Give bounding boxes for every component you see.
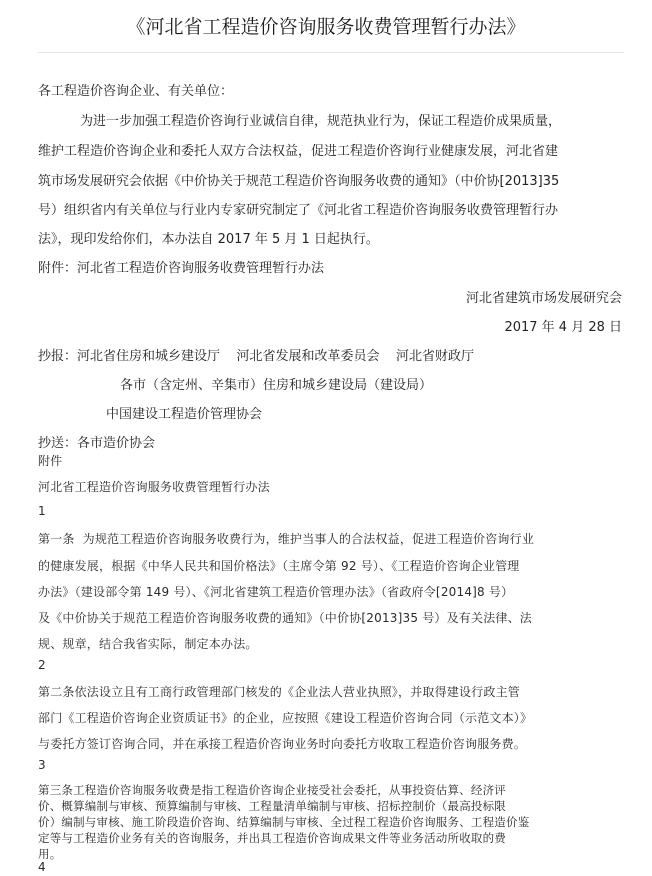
notice-body-line: 为进一步加强工程造价咨询行业诚信自律，规范执业行为，保证工程造价成果质量， bbox=[80, 114, 562, 129]
notice-body-line: 号）组织省内有关单位与行业内专家研究制定了《河北省工程造价咨询服务收费管理暂行办 bbox=[38, 203, 559, 218]
notice-body-line: 法》，现印发给你们，本办法自 2017 年 5 月 1 日起执行。 bbox=[38, 232, 379, 247]
article-line: 部门《工程造价咨询企业资质证书》的企业，应按照《建设工程造价咨询合同（示范文本）》 bbox=[38, 711, 533, 725]
notice-body-line: 维护工程造价咨询企业和委托人双方合法权益，促进工程造价咨询行业健康发展，河北省建 bbox=[38, 144, 559, 159]
article-line: 与委托方签订咨询合同，并在承接工程造价咨询业务时向委托方收取工程造价咨询服务费。 bbox=[38, 737, 527, 751]
page-title: 《河北省工程造价咨询服务收费管理暂行办法》 bbox=[126, 16, 526, 38]
article-line: 的健康发展，根据《中华人民共和国价格法》（主席令第 92 号）、《工程造价咨询企业管理 bbox=[38, 559, 520, 573]
article-line: 第二条依法设立且有工商行政管理部门核发的《企业法人营业执照》，并取得建设行政主管 bbox=[38, 685, 521, 699]
article-line: 价）编制与审核、施工阶段造价咨询、结算编制与审核、全过程工程造价咨询服务、工程造价鉴 bbox=[38, 815, 530, 829]
notice-body-line: 筑市场发展研究会依据《中价协关于规范工程造价咨询服务收费的通知》（中价协[2013]35 bbox=[38, 174, 560, 189]
section-number: 3 bbox=[38, 758, 46, 772]
section-number: 4 bbox=[38, 860, 46, 874]
article-line: 规、规章，结合我省实际，制定本办法。 bbox=[38, 637, 258, 651]
article-line: 第三条工程造价咨询服务收费是指工程造价咨询企业接受社会委托，从事投资估算、经济评 bbox=[38, 783, 506, 797]
section-number: 2 bbox=[38, 658, 46, 672]
issuer: 河北省建筑市场发展研究会 bbox=[465, 291, 622, 306]
article-line: 及《中价协关于规范工程造价咨询服务收费的通知》（中价协[2013]35 号）及有关法律、法 bbox=[38, 611, 532, 625]
title-divider bbox=[38, 52, 624, 53]
attachment-label: 附件 bbox=[38, 454, 63, 468]
article-line: 第一条 为规范工程造价咨询服务收费行为，维护当事人的合法权益，促进工程造价咨询行业 bbox=[38, 532, 535, 546]
attachment-title: 河北省工程造价咨询服务收费管理暂行办法 bbox=[38, 480, 270, 494]
article-line: 价、概算编制与审核、预算编制与审核、工程量清单编制与审核、招标控制价（最高投标限 bbox=[38, 799, 506, 813]
article-line: 用。 bbox=[38, 847, 62, 861]
cc-report-line: 抄报：河北省住房和城乡建设厅 河北省发展和改革委员会 河北省财政厅 bbox=[38, 349, 475, 364]
cc-report-line: 各市（含定州、辛集市）住房和城乡建设局（建设局） bbox=[120, 378, 433, 393]
section-number: 1 bbox=[38, 504, 46, 518]
cc-send-line: 抄送：各市造价协会 bbox=[38, 436, 156, 451]
article-line: 定等与工程造价业务有关的咨询服务，并出具工程造价咨询成果文件等业务活动所收取的费 bbox=[38, 831, 506, 845]
cc-report-line: 中国建设工程造价管理协会 bbox=[106, 407, 263, 422]
addressee: 各工程造价咨询企业、有关单位： bbox=[38, 84, 234, 99]
issue-date: 2017 年 4 月 28 日 bbox=[504, 320, 622, 335]
article-line: 办法》（建设部令第 149 号）、《河北省建筑工程造价管理办法》（省政府令[2014]8 号） bbox=[38, 585, 514, 599]
attachment-line: 附件：河北省工程造价咨询服务收费管理暂行办法 bbox=[38, 261, 325, 276]
